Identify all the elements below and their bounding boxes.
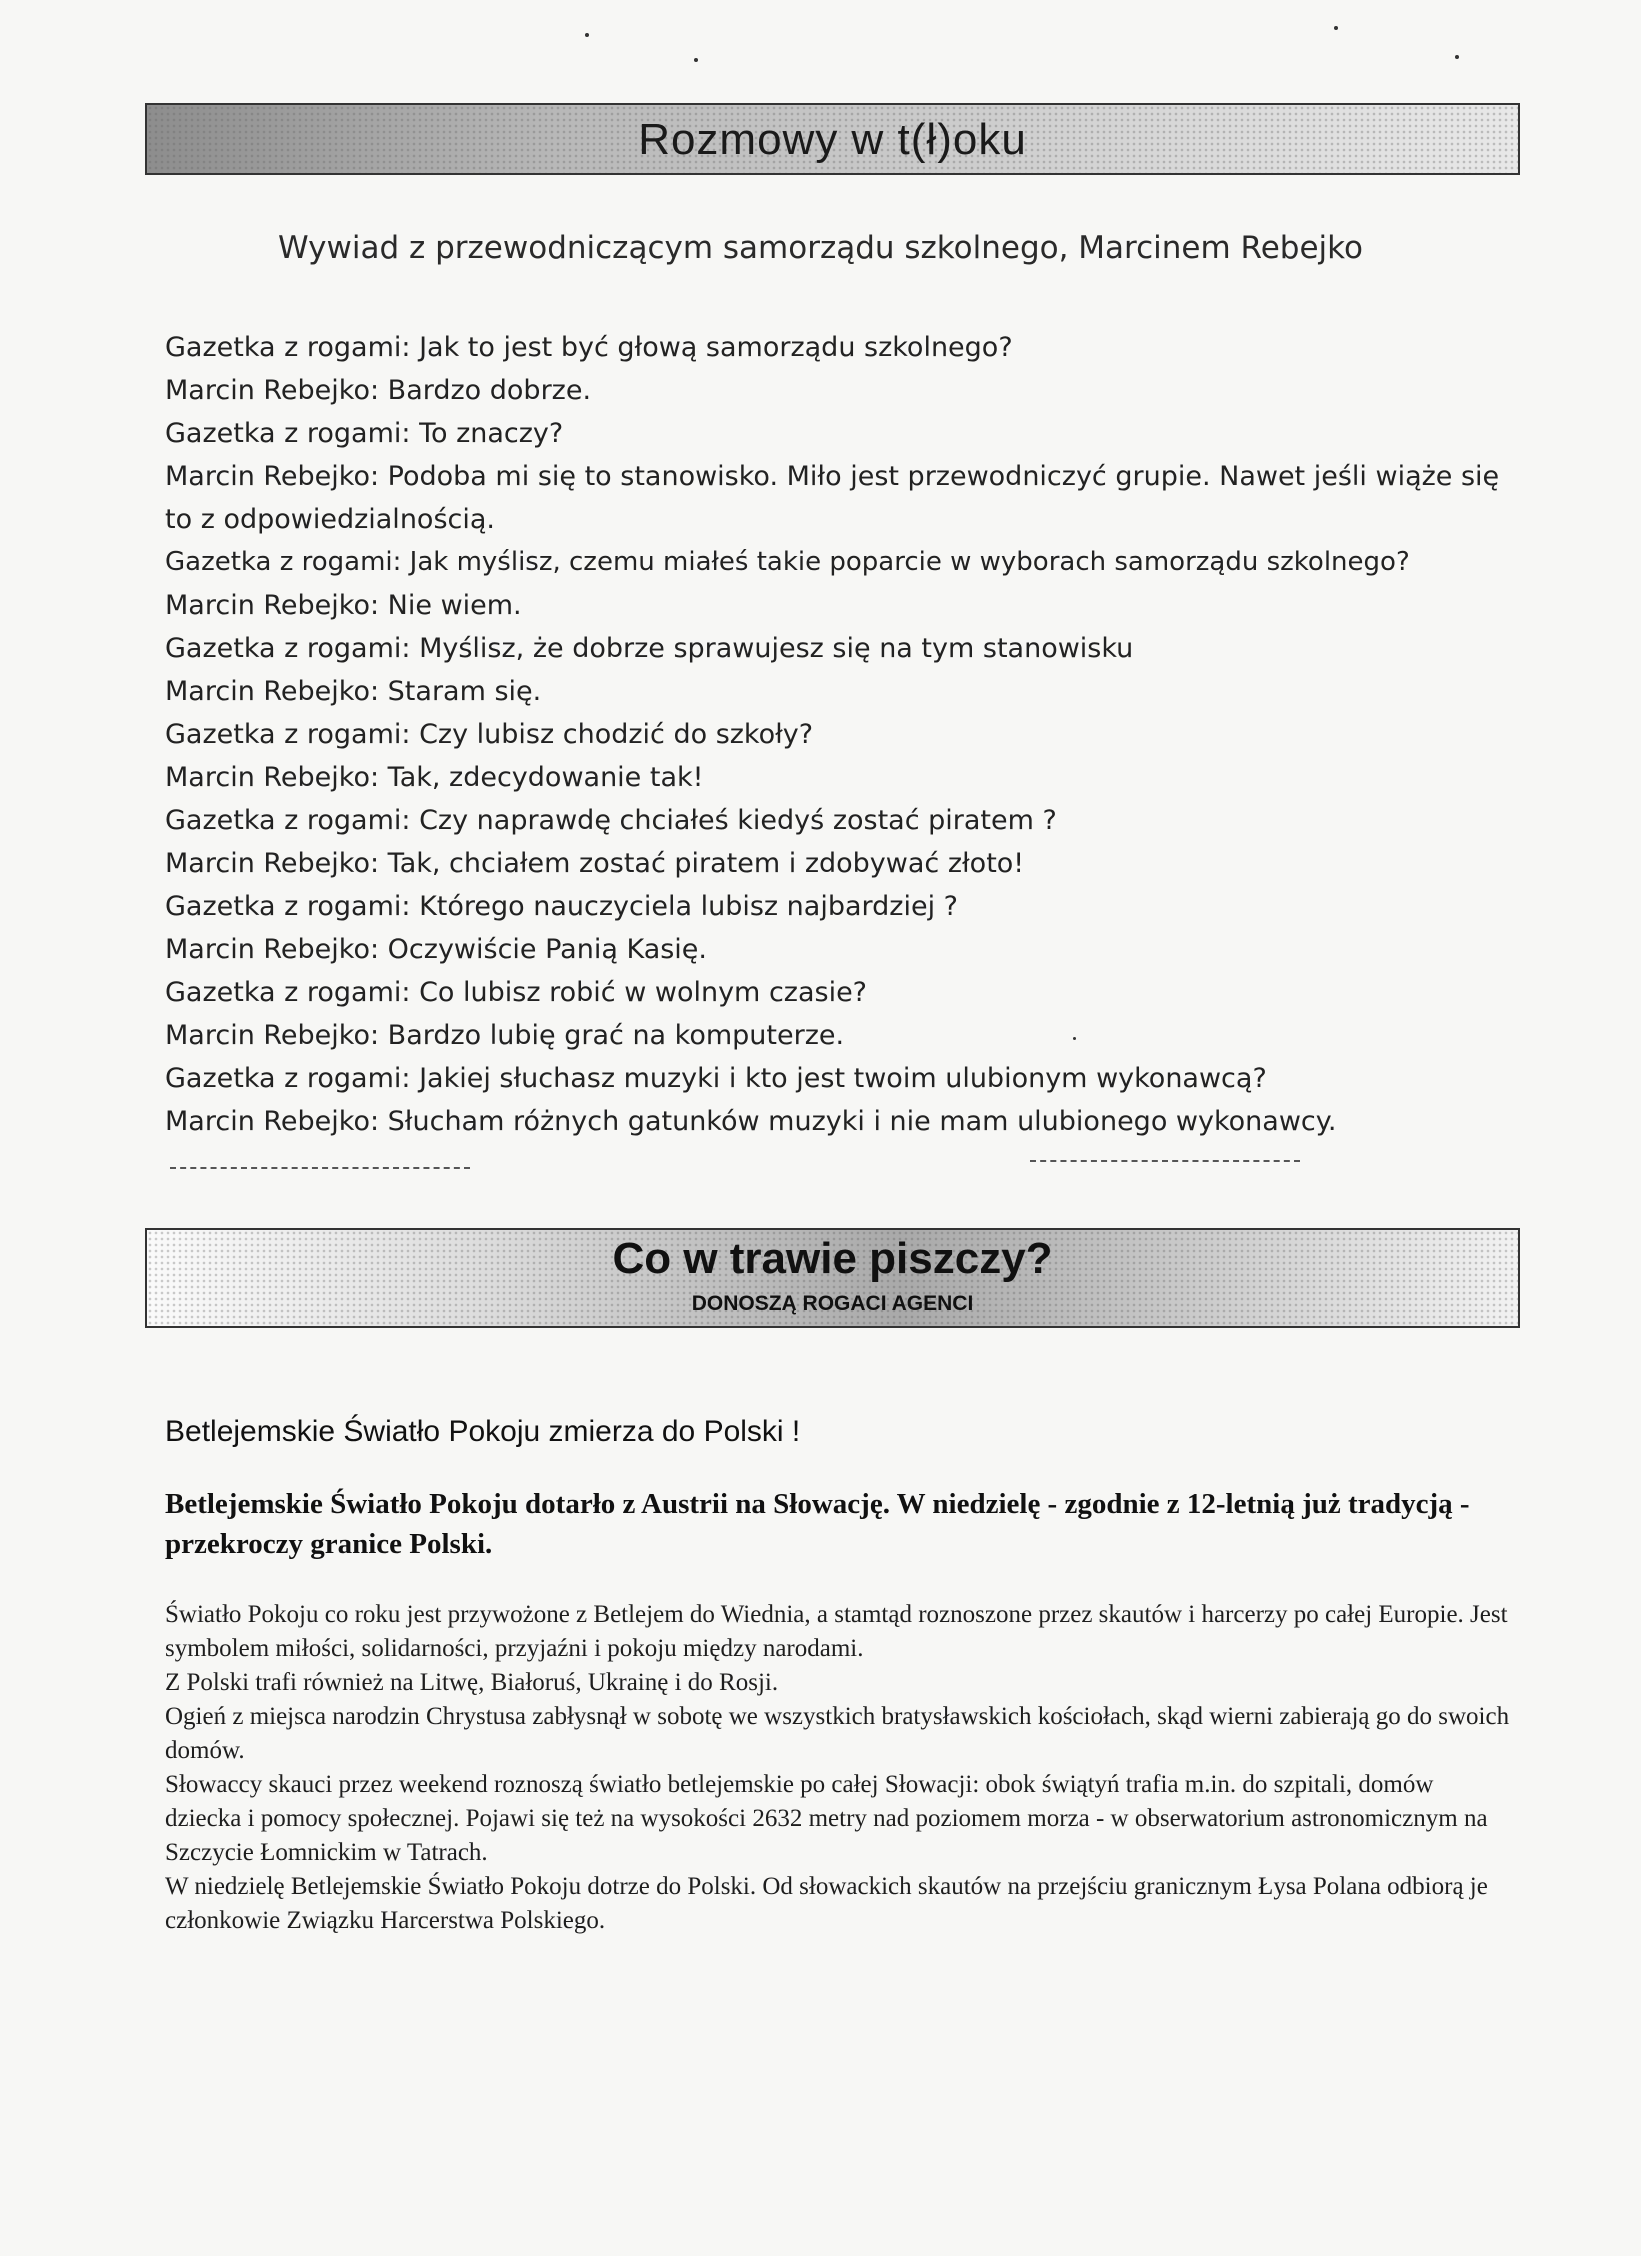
section-banner-interview [145, 103, 1520, 175]
dialogue-line: Marcin Rebejko: Staram się. [165, 676, 542, 707]
dialogue-line: Gazetka z rogami: Którego nauczyciela lubisz najbardziej ? [165, 891, 958, 922]
scan-speck [1334, 26, 1338, 30]
banner-subtitle: DONOSZĄ ROGACI AGENCI [691, 1292, 974, 1315]
article-body [165, 1598, 1510, 1938]
article-paragraph: Słowaccy skauci przez weekend roznoszą światło betlejemskie po całej Słowacji: obok świątyń trafia m.in. do szpitali, domów dziecka i pomocy społecznej. Pojawi się też na wysokości 2632 metry nad poziomem morza - w obserwatorium astronomicznym na Szczycie Łomnickim w Tatrach. [165, 1771, 1488, 1866]
dialogue-line: Gazetka z rogami: Czy lubisz chodzić do szkoły? [165, 719, 814, 750]
section-divider [1030, 1160, 1300, 1162]
interview-dialogue [165, 326, 1505, 1143]
dialogue-line: Gazetka z rogami: Jak myślisz, czemu miałeś takie poparcie w wyborach samorządu szkolnego? [165, 547, 1410, 577]
article-paragraph: Światło Pokoju co roku jest przywożone z Betlejem do Wiednia, a stamtąd roznoszone przez skautów i harcerzy po całej Europie. Jest symbolem miłości, solidarności, przyjaźni i pokoju między narodami. [165, 1601, 1508, 1662]
dialogue-line: Marcin Rebejko: Bardzo dobrze. [165, 375, 592, 406]
article-paragraph: Z Polski trafi również na Litwę, Białoruś, Ukrainę i do Rosji. [165, 1669, 779, 1696]
article-heading: Betlejemskie Światło Pokoju zmierza do Polski ! [165, 1415, 801, 1448]
scan-speck [1073, 1037, 1076, 1040]
scan-speck [694, 58, 698, 62]
interview-title: Wywiad z przewodniczącym samorządu szkolnego, Marcinem Rebejko [278, 230, 1363, 266]
article-paragraph: W niedzielę Betlejemskie Światło Pokoju dotrze do Polski. Od słowackich skautów na przejściu granicznym Łysa Polana odbiorą je członkowie Związku Harcerstwa Polskiego. [165, 1873, 1488, 1934]
article-paragraph: Ogień z miejsca narodzin Chrystusa zabłysnął w sobotę we wszystkich bratysławskich kościołach, skąd wierni zabierają go do swoich domów. [165, 1703, 1510, 1764]
section-banner-news [145, 1228, 1520, 1328]
article-lead: Betlejemskie Światło Pokoju dotarło z Austrii na Słowację. W niedzielę - zgodnie z 12-letnią już tradycją - przekroczy granice Polski. [165, 1488, 1470, 1560]
section-divider [170, 1167, 470, 1169]
dialogue-line: Marcin Rebejko: Podoba mi się to stanowisko. Miło jest przewodniczyć grupie. Nawet jeśli wiąże się to z odpowiedzialnością. [165, 461, 1500, 535]
dialogue-line: Gazetka z rogami: To znaczy? [165, 418, 564, 449]
dialogue-line: Gazetka z rogami: Jak to jest być głową samorządu szkolnego? [165, 332, 1013, 363]
dialogue-line: Gazetka z rogami: Co lubisz robić w wolnym czasie? [165, 977, 868, 1008]
dialogue-line: Marcin Rebejko: Tak, chciałem zostać piratem i zdobywać złoto! [165, 848, 1025, 879]
dialogue-line: Gazetka z rogami: Myślisz, że dobrze sprawujesz się na tym stanowisku [165, 633, 1134, 664]
dialogue-line: Marcin Rebejko: Słucham różnych gatunków muzyki i nie mam ulubionego wykonawcy. [165, 1106, 1337, 1137]
banner-title: Rozmowy w t(ł)oku [638, 115, 1027, 164]
dialogue-line: Marcin Rebejko: Bardzo lubię grać na komputerze. [165, 1020, 845, 1051]
dialogue-line: Marcin Rebejko: Nie wiem. [165, 590, 522, 621]
scan-speck [1455, 55, 1459, 59]
scan-speck [585, 33, 589, 37]
dialogue-line: Gazetka z rogami: Jakiej słuchasz muzyki i kto jest twoim ulubionym wykonawcą? [165, 1063, 1267, 1094]
dialogue-line: Marcin Rebejko: Oczywiście Panią Kasię. [165, 934, 708, 965]
dialogue-line: Marcin Rebejko: Tak, zdecydowanie tak! [165, 762, 704, 793]
banner-title: Co w trawie piszczy? [612, 1234, 1053, 1283]
dialogue-line: Gazetka z rogami: Czy naprawdę chciałeś kiedyś zostać piratem ? [165, 805, 1057, 836]
